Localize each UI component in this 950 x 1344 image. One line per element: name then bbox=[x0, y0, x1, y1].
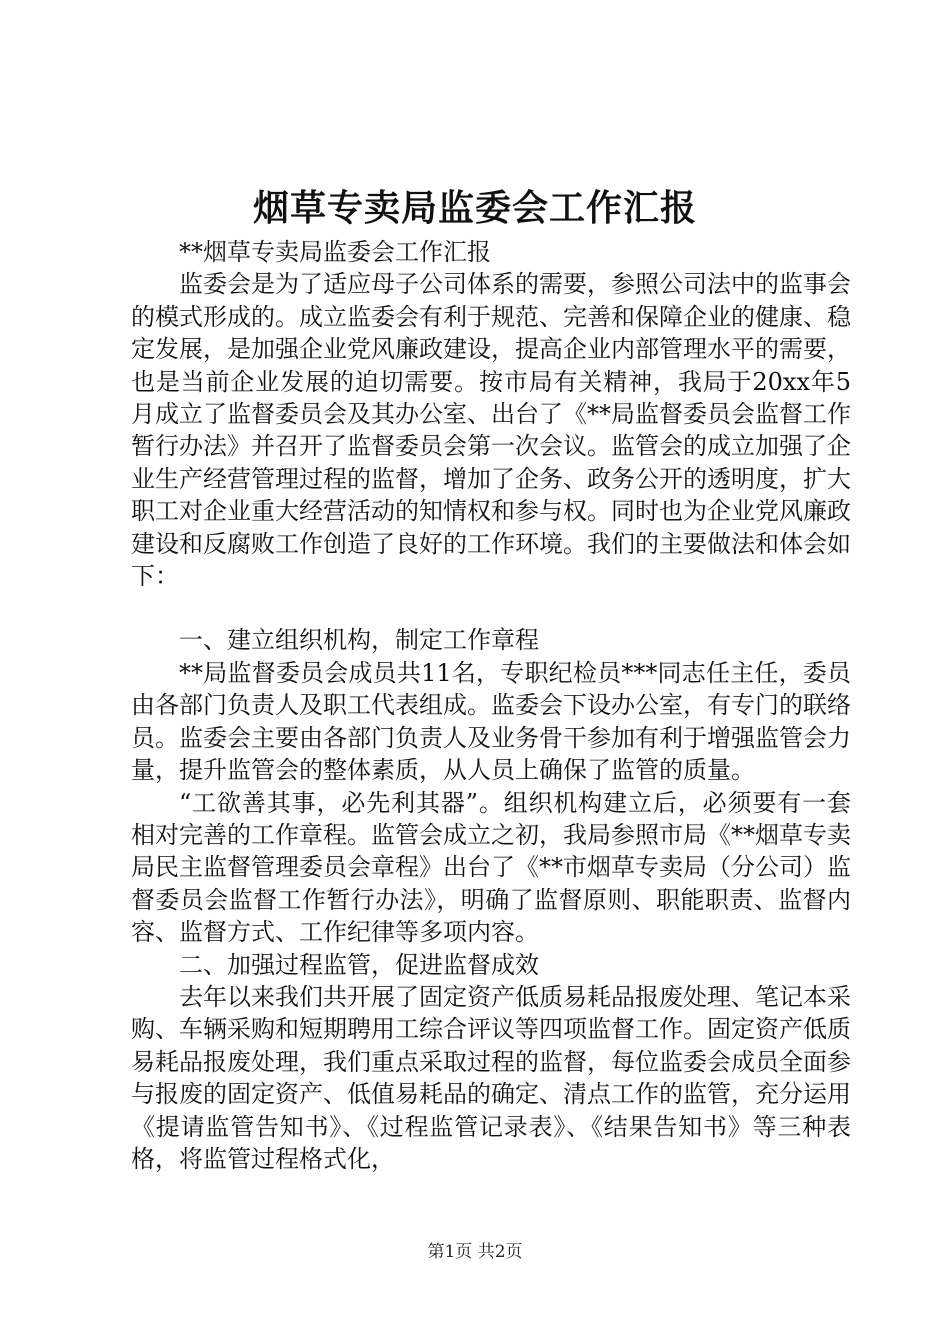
paragraph-regulations: “工欲善其事，必先利其器”。组织机构建立后，必须要有一套相对完善的工作章程。监管会成立之初，我局参照市局《**烟草专卖局民主监督管理委员会章程》出台了《**市烟草专卖局（分公司）监督委员会监督工作暂行办法》，明确了监督原则、职能职责、监督内容、监督方式、工作纪律等多项内容。 bbox=[131, 788, 851, 947]
paragraph-organization: **局监督委员会成员共11名，专职纪检员***同志任主任，委员由各部门负责人及职工代表组成。监委会下设办公室，有专门的联络员。监委会主要由各部门负责人及业务骨干参加有利于增强监管会力量，提升监管会的整体素质，从人员上确保了监管的质量。 bbox=[131, 658, 851, 785]
document-subtitle: **烟草专卖局监委会工作汇报 bbox=[179, 238, 491, 266]
paragraph-intro: 监委会是为了适应母子公司体系的需要，参照公司法中的监事会的模式形成的。成立监委会有利于规范、完善和保障企业的健康、稳定发展，是加强企业党风廉政建设，提高企业内部管理水平的需要，也是当前企业发展的迫切需要。按市局有关精神，我局于20xx年5月成立了监督委员会及其办公室、出台了《**局监督委员会监督工作暂行办法》并召开了监督委员会第一次会议。监管会的成立加强了企业生产经营管理过程的监督，增加了企务、政务公开的透明度，扩大职工对企业重大经营活动的知情权和参与权。同时也为企业党风廉政建设和反腐败工作创造了良好的工作环境。我们的主要做法和体会如下： bbox=[131, 270, 851, 591]
section-heading-2: 二、加强过程监管，促进监督成效 bbox=[179, 950, 539, 979]
document-body bbox=[131, 236, 851, 1175]
paragraph-supervision: 去年以来我们共开展了固定资产低质易耗品报废处理、笔记本采购、车辆采购和短期聘用工综合评议等四项监督工作。固定资产低质易耗品报废处理，我们重点采取过程的监督，每位监委会成员全面参与报废的固定资产、低值易耗品的确定、清点工作的监管，充分运用《提请监管告知书》、《过程监管记录表》、《结果告知书》等三种表格，将监管过程格式化， bbox=[131, 982, 851, 1173]
page-number: 第1页 共2页 bbox=[427, 1242, 523, 1262]
document-title: 烟草专卖局监委会工作汇报 bbox=[252, 187, 697, 229]
paragraph-spacer bbox=[131, 592, 851, 624]
section-heading-1: 一、建立组织机构，制定工作章程 bbox=[179, 626, 539, 655]
